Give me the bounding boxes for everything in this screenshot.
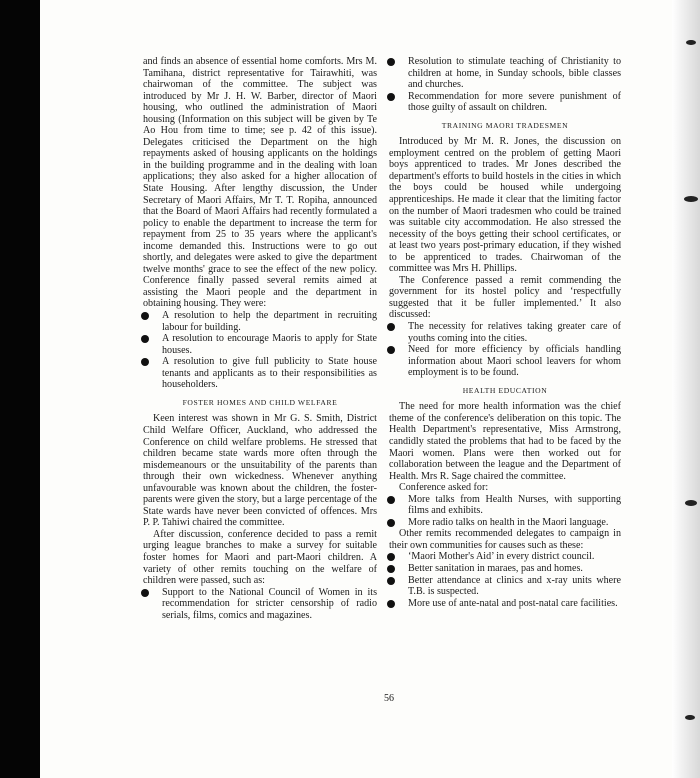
bullet-icon (387, 496, 395, 504)
list-item: Better sanitation in maraes, pas and homes. (389, 563, 621, 575)
continued-remits-list (389, 56, 621, 114)
list-item: Better attendance at clinics and x-ray units where T.B. is suspected. (389, 575, 621, 598)
list-item: A resolution to give full publicity to State house tenants and applicants as to their responsibilities as householders. (143, 356, 377, 391)
scan-right-margin (672, 0, 700, 778)
health-requests-list (389, 494, 621, 529)
health-education-heading: HEALTH EDUCATION (462, 385, 548, 395)
page-number: 56 (384, 693, 394, 704)
training-heading: TRAINING MAORI TRADESMEN (441, 120, 569, 130)
bullet-icon (387, 519, 395, 527)
bullet-icon (387, 577, 395, 585)
list-item: Support to the National Council of Women in its recommendation for stricter censorship of radio serials, films, comics and magazines. (143, 587, 377, 622)
housing-remits-list (143, 310, 377, 391)
list-item: Recommendation for more severe punishment of those guilty of assault on children. (389, 91, 621, 114)
list-item: Need for more efficiency by officials handling information about Maori school leavers for whom employment is to be found. (389, 344, 621, 379)
health-asked-line: Conference asked for: (399, 482, 489, 494)
list-item: A resolution to help the department in recruiting labour for building. (143, 310, 377, 333)
foster-paragraph: Keen interest was shown in Mr G. S. Smith, District Child Welfare Officer, Auckland, who addressed the Conference on child welfare problems. He stressed that children became state wards more often through the misdemeanours or the unsuitability of the parents than through their own wickedness. Whenever anything unfavourable was known about the children, the foster-parents were given the story, but a large percentage of the State wards have never been convicted of offences. Mrs P. P. Tahiwi chaired the committee. (143, 413, 377, 529)
bullet-icon (141, 589, 149, 597)
bullet-icon (387, 93, 395, 101)
training-items-list (389, 321, 621, 379)
list-item: More radio talks on health in the Maori language. (389, 517, 621, 529)
health-paragraph: The need for more health information was the chief theme of the conference's deliberation on this topic. The Health Department's representative, Miss Armstrong, candidly stated the problems that had to be faced by the Maori women. Plans were then worked out for collaboration between the league and the Department of Health. Mrs R. Sage chaired the committee. (389, 401, 621, 482)
left-column (143, 56, 377, 621)
bullet-icon (387, 600, 395, 608)
health-paragraph: Other remits recommended delegates to campaign in their own communities for causes such as these: (389, 528, 621, 551)
bullet-icon (141, 312, 149, 320)
bullet-icon (387, 346, 395, 354)
foster-homes-heading: FOSTER HOMES AND CHILD WELFARE (182, 397, 338, 407)
housing-intro-paragraph: and finds an absence of essential home comforts. Mrs M. Tamihana, district representative for Tairawhiti, was chairwoman of the committee. The subject was introduced by Mr J. H. W. Barber, director of Maori housing, who outlined the administration of Maori housing (Information on this subject will be given by Te Ao Hou from time to time; see p. 42 of this issue). Delegates criticised the Department on the high repayments asked of housing applicants on the holdings in the building programme and in the dealing with loan applications; they also asked for a higher allocation of State Housing. After lengthy discussion, the Under Secretary of Maori Affairs, Mr T. T. Ropiha, announced that the Board of Maori Affairs had recently formulated a policy to enable the department to increase the term for repayment from 25 to 35 years where the applicant's income demanded this. Instructions were to go out shortly, and delegates were asked to give the department twelve months' grace to see the effect of the new policy. Conference finally passed several remits aimed at assisting the Maori people and the department in obtaining housing. They were: (143, 56, 377, 310)
training-paragraph: Introduced by Mr M. R. Jones, the discussion on employment centred on the problem of getting Maori boys apprenticed to trades. Mr Jones described the department's efforts to build hostels in the cities in which the boys could be housed while undergoing apprenticeships. He made it clear that the limiting factor on the number of Maori tradesmen who could be trained was suitable city accommodation. He also stressed the necessity of the boys getting their school certificates, or at least two years post-primary education, if they wished to be apprenticed to trades. Chairwoman of the committee was Mrs H. Phillips. (389, 136, 621, 275)
health-causes-list (389, 551, 621, 609)
bullet-icon (141, 358, 149, 366)
right-column (389, 56, 621, 609)
foster-paragraph: After discussion, conference decided to pass a remit urging league branches to make a survey for suitable foster homes for Maori and part-Maori children. A variety of other remits touching on the welfare of children were passed, such as: (143, 528, 377, 587)
foster-remits-list (143, 587, 377, 622)
list-item: More use of ante-natal and post-natal care facilities. (389, 598, 621, 610)
bullet-icon (141, 335, 149, 343)
binding-mark (686, 40, 696, 45)
bullet-icon (387, 553, 395, 561)
scan-left-margin (0, 0, 40, 778)
list-item: A resolution to encourage Maoris to apply for State houses. (143, 333, 377, 356)
list-item: More talks from Health Nurses, with supporting films and exhibits. (389, 494, 621, 517)
training-paragraph: The Conference passed a remit commending the government for its hostel policy and ‘respectfully suggested that it be fuller implemented.’ It also discussed: (389, 274, 621, 321)
binding-mark (685, 715, 695, 720)
list-item: ‘Maori Mother's Aid’ in every district council. (389, 551, 621, 563)
bullet-icon (387, 58, 395, 66)
bullet-icon (387, 565, 395, 573)
binding-mark (684, 196, 698, 202)
bullet-icon (387, 323, 395, 331)
list-item: The necessity for relatives taking greater care of youths coming into the cities. (389, 321, 621, 344)
list-item: Resolution to stimulate teaching of Christianity to children at home, in Sunday schools, bible classes and churches. (389, 56, 621, 91)
binding-mark (685, 500, 697, 506)
